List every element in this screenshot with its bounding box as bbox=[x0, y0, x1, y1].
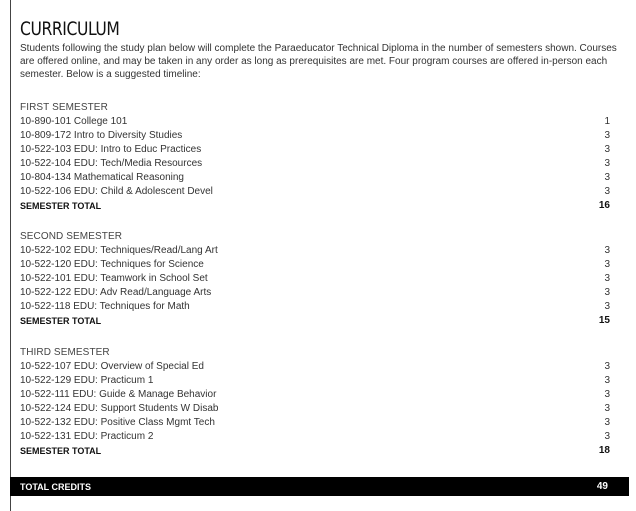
semester-total-value: 15 bbox=[598, 315, 610, 326]
course-credits: 1 bbox=[604, 116, 610, 127]
course-row bbox=[20, 416, 610, 430]
course-row bbox=[20, 402, 610, 416]
course-row bbox=[20, 185, 610, 199]
course-name: 10-522-124 EDU: Support Students W Disab bbox=[20, 403, 219, 414]
course-credits: 3 bbox=[604, 273, 610, 284]
course-credits: 3 bbox=[604, 431, 610, 442]
course-credits: 3 bbox=[604, 130, 610, 141]
course-name: 10-522-120 EDU: Techniques for Science bbox=[20, 259, 204, 270]
semester-heading: THIRD SEMESTER bbox=[20, 347, 110, 358]
semester-total-row bbox=[20, 314, 610, 328]
semester-total-label: SEMESTER TOTAL bbox=[20, 446, 102, 456]
total-credits-label: TOTAL CREDITS bbox=[20, 481, 92, 492]
course-credits: 3 bbox=[604, 186, 610, 197]
course-name: 10-809-172 Intro to Diversity Studies bbox=[20, 130, 183, 141]
course-row bbox=[20, 374, 610, 388]
semester-total-row bbox=[20, 444, 610, 458]
course-row bbox=[20, 171, 610, 185]
total-credits-bar bbox=[10, 477, 629, 496]
course-credits: 3 bbox=[604, 403, 610, 414]
semester-total-label: SEMESTER TOTAL bbox=[20, 316, 102, 326]
curriculum-section bbox=[20, 18, 628, 456]
course-name: 10-522-111 EDU: Guide & Manage Behavior bbox=[20, 389, 217, 400]
course-name: 10-522-129 EDU: Practicum 1 bbox=[20, 375, 154, 386]
total-credits-value: 49 bbox=[596, 481, 608, 492]
semester-total-value: 16 bbox=[598, 200, 610, 211]
left-border-rule bbox=[10, 0, 11, 511]
course-name: 10-522-118 EDU: Techniques for Math bbox=[20, 301, 190, 312]
course-name: 10-522-104 EDU: Tech/Media Resources bbox=[20, 158, 203, 169]
course-row bbox=[20, 286, 610, 300]
course-row bbox=[20, 258, 610, 272]
course-row bbox=[20, 360, 610, 374]
course-credits: 3 bbox=[604, 259, 610, 270]
course-credits: 3 bbox=[604, 417, 610, 428]
semester-total-row bbox=[20, 199, 610, 213]
course-credits: 3 bbox=[604, 144, 610, 155]
course-credits: 3 bbox=[604, 301, 610, 312]
semester-total-label: SEMESTER TOTAL bbox=[20, 201, 102, 211]
semester-block-third bbox=[20, 346, 610, 458]
course-row bbox=[20, 430, 610, 444]
course-row bbox=[20, 388, 610, 402]
course-credits: 3 bbox=[604, 287, 610, 298]
course-name: 10-522-132 EDU: Positive Class Mgmt Tech bbox=[20, 417, 215, 428]
course-name: 10-522-101 EDU: Teamwork in School Set bbox=[20, 273, 208, 284]
course-credits: 3 bbox=[604, 375, 610, 386]
semester-block-second bbox=[20, 230, 610, 328]
course-credits: 3 bbox=[604, 245, 610, 256]
course-name: 10-522-107 EDU: Overview of Special Ed bbox=[20, 361, 204, 372]
course-name: 10-890-101 College 101 bbox=[20, 116, 128, 127]
page-title: CURRICULUM bbox=[20, 18, 120, 40]
course-credits: 3 bbox=[604, 172, 610, 183]
course-row bbox=[20, 244, 610, 258]
course-name: 10-804-134 Mathematical Reasoning bbox=[20, 172, 184, 183]
course-name: 10-522-103 EDU: Intro to Educ Practices bbox=[20, 144, 202, 155]
course-row bbox=[20, 300, 610, 314]
course-row bbox=[20, 115, 610, 129]
semester-block-first bbox=[20, 101, 610, 213]
course-name: 10-522-131 EDU: Practicum 2 bbox=[20, 431, 154, 442]
semester-total-value: 18 bbox=[598, 445, 610, 456]
semester-heading: SECOND SEMESTER bbox=[20, 231, 123, 242]
course-credits: 3 bbox=[604, 158, 610, 169]
course-row bbox=[20, 143, 610, 157]
semester-heading: FIRST SEMESTER bbox=[20, 102, 108, 113]
course-row bbox=[20, 272, 610, 286]
course-name: 10-522-122 EDU: Adv Read/Language Arts bbox=[20, 287, 212, 298]
course-credits: 3 bbox=[604, 361, 610, 372]
course-row bbox=[20, 157, 610, 171]
course-credits: 3 bbox=[604, 389, 610, 400]
course-row bbox=[20, 129, 610, 143]
course-name: 10-522-102 EDU: Techniques/Read/Lang Art bbox=[20, 245, 218, 256]
intro-paragraph: Students following the study plan below will complete the Paraeducator Technical Diploma in the number of semesters shown. Courses are offered online, and may be taken in any order as long as prerequisites are met. Four program courses are offered in-person each semester. Below is a suggested timeline: bbox=[20, 43, 617, 80]
course-name: 10-522-106 EDU: Child & Adolescent Devel bbox=[20, 186, 213, 197]
